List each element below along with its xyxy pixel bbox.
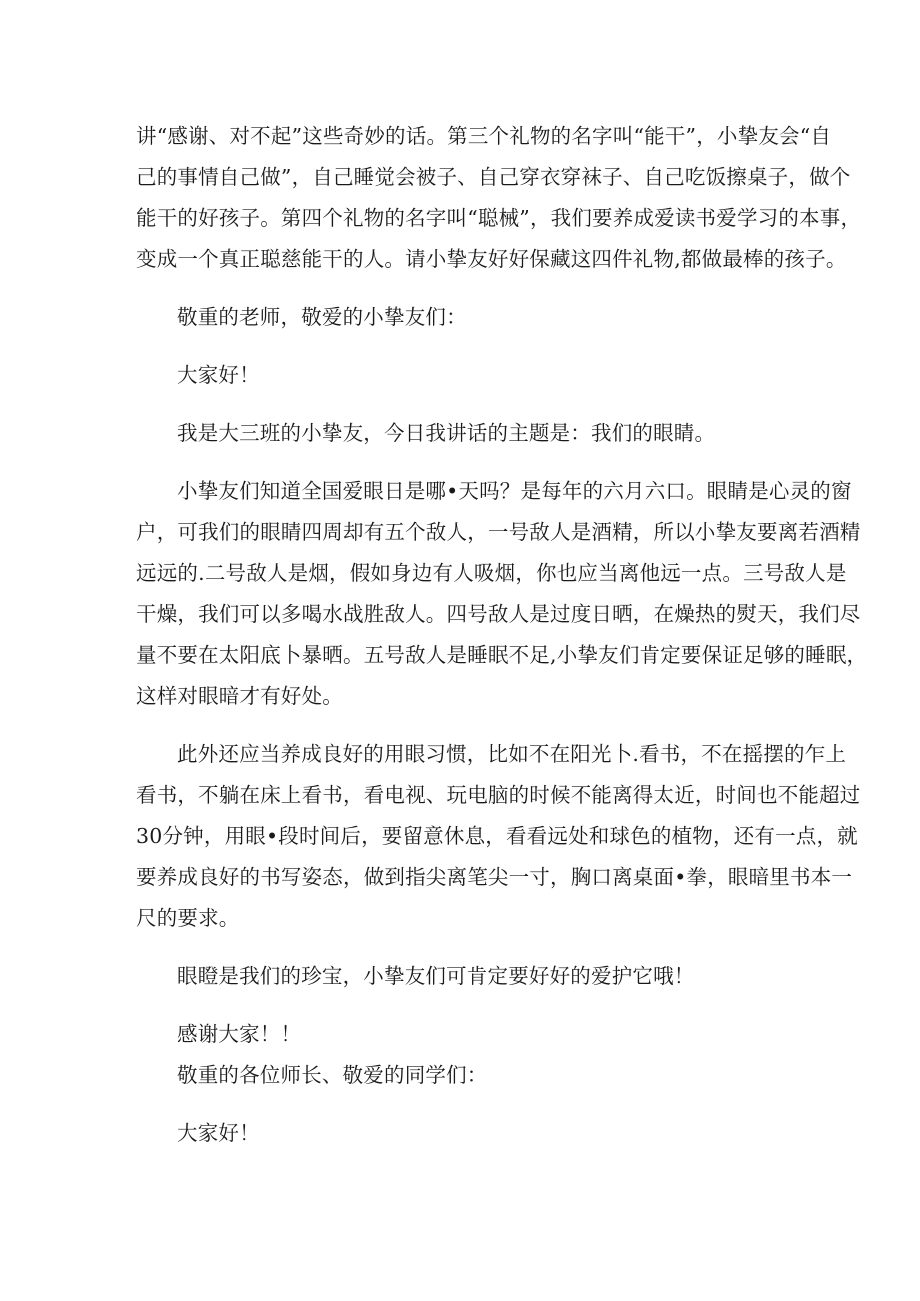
paragraph-eye-habits xyxy=(136,734,861,939)
text-line: 变成一个真正聪慈能干的人。请小挚友好好保藏这四件礼物,都做最棒的孩子。 xyxy=(136,247,847,271)
text-line: 感谢大家！！ xyxy=(177,1022,302,1046)
paragraph-gifts-continued xyxy=(136,116,862,280)
paragraph-eye-treasure xyxy=(136,956,790,997)
text-line: 要养成良好的书写姿态，做到指尖离笔尖一寸，胸口离桌面•拳，眼暗里书本一 xyxy=(136,865,853,889)
speech-topic xyxy=(136,413,790,454)
salutation-teachers-students xyxy=(136,1055,790,1096)
text-line: 我是大三班的小挚友，今日我讲话的主题是：我们的眼睛。 xyxy=(177,421,716,445)
text-line: 敬重的老师，敬爱的小挚友们： xyxy=(177,305,467,329)
text-line: 远远的.二号敌人是烟，假如身边有人吸烟，你也应当离他远一点。三号敌人是 xyxy=(136,561,847,585)
closing-thanks xyxy=(136,1014,790,1055)
text-line: 量不要在太阳底卜暴晒。五号敌人是睡眠不足,小挚友们肯定要保证足够的睡眠， xyxy=(136,643,868,667)
text-line: 能干的好孩子。第四个礼物的名字叫“聪械”，我们要养成爱读书爱学习的本事， xyxy=(136,206,862,230)
text-line: 户，可我们的眼睛四周却有五个敌人，一号敌人是酒精，所以小挚友要离若酒精 xyxy=(136,520,861,544)
salutation-teachers xyxy=(136,297,790,338)
text-line: 小挚友们知道全国爱眼日是哪•天吗？是每年的六月六口。眼睛是心灵的窗 xyxy=(177,479,852,503)
text-line: 己的事情自己做”，自己睡觉会被子、自己穿衣穿袜子、自己吃饭擦桌子，做个 xyxy=(136,165,851,189)
text-line: 大家好！ xyxy=(177,1121,260,1145)
text-line: 敬重的各位师长、敬爱的同学们： xyxy=(177,1063,488,1087)
text-line: 尺的要求。 xyxy=(136,906,240,930)
text-line: 此外还应当养成良好的用眼习惯，比如不在阳光卜.看书，不在摇摆的乍上 xyxy=(177,742,847,766)
text-line: 这样对眼暗才有好处。 xyxy=(136,684,343,708)
greeting-line-second xyxy=(136,1113,790,1154)
text-line: 讲“感谢、对不起”这些奇妙的话。第三个礼物的名字叫“能干”，小挚友会“自 xyxy=(136,124,832,148)
text-line: 看书，不躺在床上看书，看电视、玩电脑的时候不能离得太近，时间也不能超过 xyxy=(136,783,861,807)
text-line: 30分钟，用眼•段时间后，要留意休息，看看远处和球色的植物，还有一点，就 xyxy=(136,824,858,848)
text-line: 眼瞪是我们的珍宝，小挚友们可肯定要好好的爱护它哦！ xyxy=(177,964,695,988)
document-body xyxy=(136,116,868,1154)
text-line: 干燥，我们可以多喝水战胜敌人。四号敌人是过度日晒，在燥热的熨天，我们尽 xyxy=(136,602,861,626)
greeting-line xyxy=(136,355,790,396)
paragraph-eye-enemies xyxy=(136,471,868,717)
text-line: 大家好！ xyxy=(177,363,260,387)
